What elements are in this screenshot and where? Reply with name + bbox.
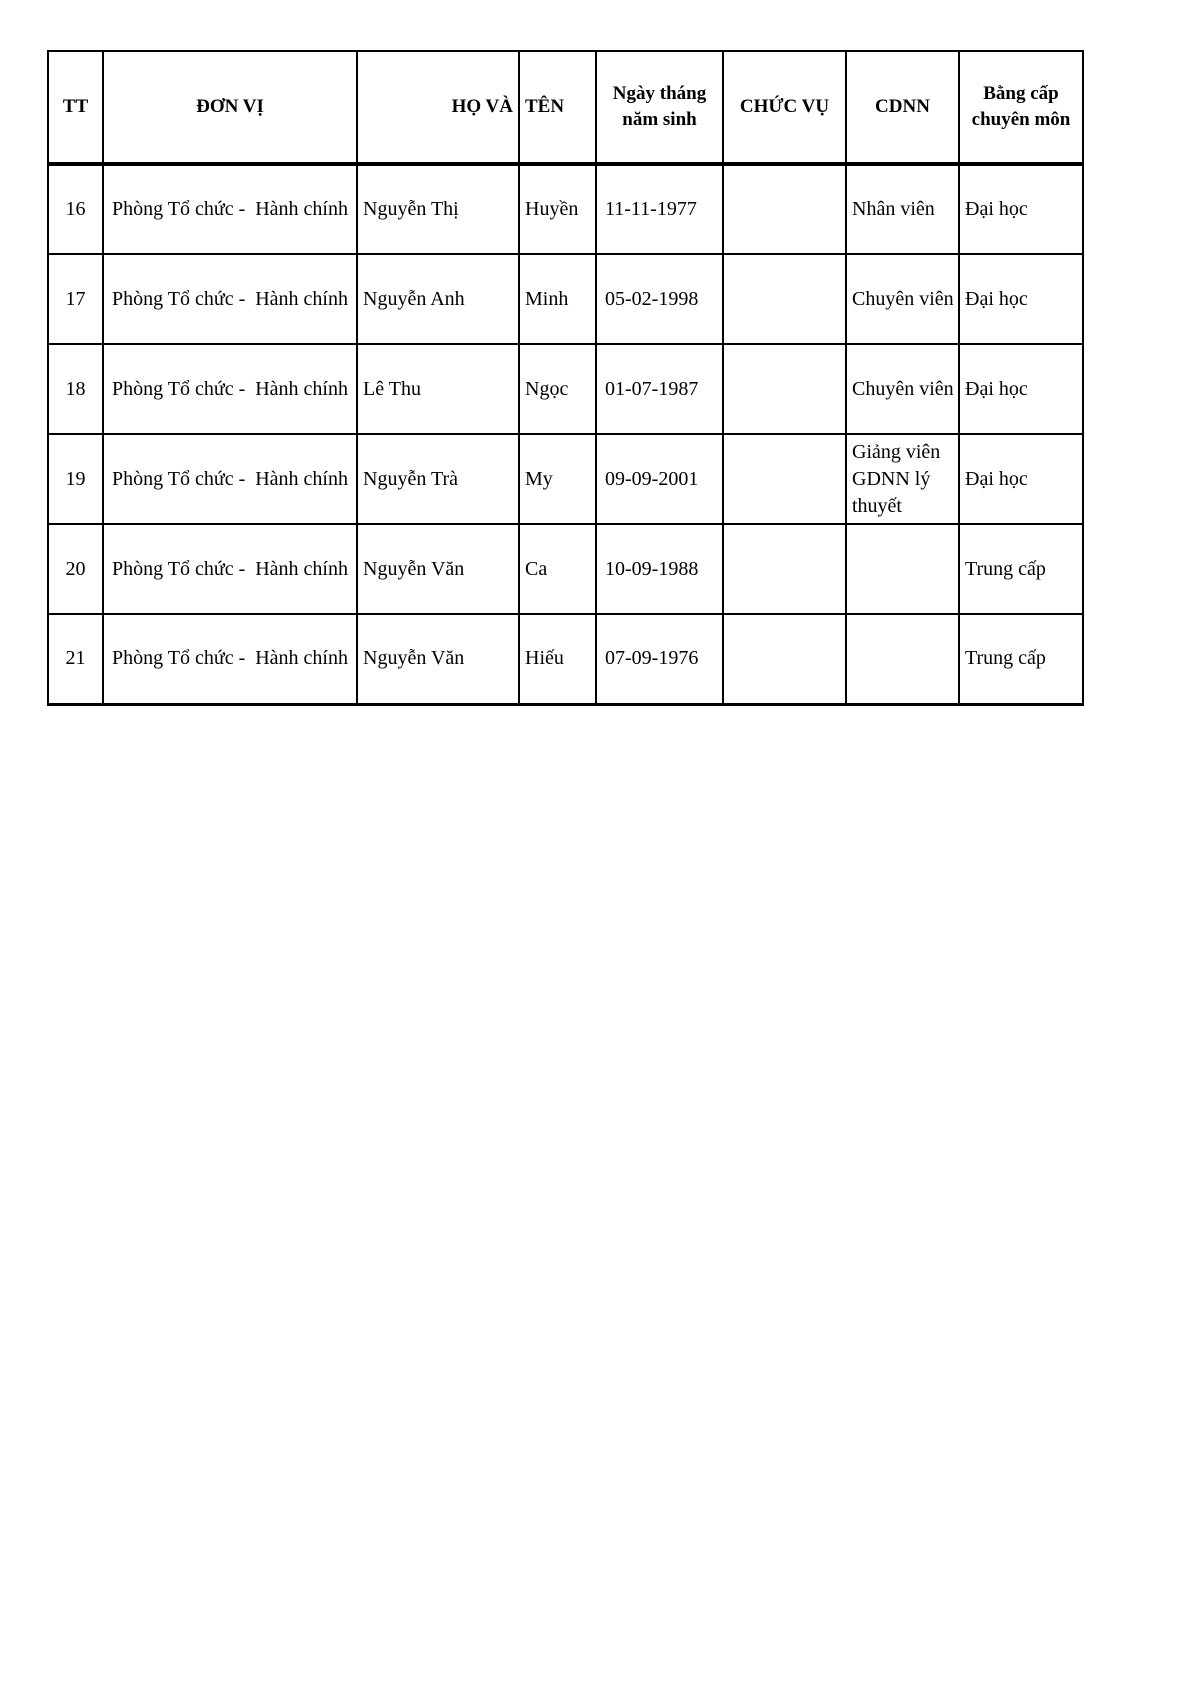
cell-chuc-vu — [723, 434, 846, 524]
cell-ten: My — [519, 434, 596, 524]
cell-ten: Ca — [519, 524, 596, 614]
cell-ho-va: Nguyễn Anh — [357, 254, 519, 344]
cell-chuc-vu — [723, 614, 846, 704]
cell-ngay-sinh: 01-07-1987 — [596, 344, 723, 434]
cell-cdnn: Chuyên viên — [846, 254, 959, 344]
cell-chuc-vu — [723, 164, 846, 254]
cell-don-vi: Phòng Tổ chức - Hành chính — [103, 254, 357, 344]
header-ho-va: HỌ VÀ — [357, 51, 519, 164]
cell-don-vi: Phòng Tổ chức - Hành chính — [103, 344, 357, 434]
personnel-table — [47, 50, 1084, 706]
cell-tt: 19 — [48, 434, 103, 524]
table-row — [48, 254, 1083, 344]
header-row — [48, 51, 1083, 164]
table-row — [48, 344, 1083, 434]
cell-bang-cap: Trung cấp — [959, 614, 1083, 704]
cell-bang-cap: Đại học — [959, 254, 1083, 344]
cell-ten: Minh — [519, 254, 596, 344]
cell-ten: Hiếu — [519, 614, 596, 704]
cell-ho-va: Lê Thu — [357, 344, 519, 434]
table-row — [48, 164, 1083, 254]
header-cdnn: CDNN — [846, 51, 959, 164]
cell-ngay-sinh: 07-09-1976 — [596, 614, 723, 704]
cell-ngay-sinh: 10-09-1988 — [596, 524, 723, 614]
cell-don-vi: Phòng Tổ chức - Hành chính — [103, 614, 357, 704]
cell-cdnn: Chuyên viên — [846, 344, 959, 434]
cell-chuc-vu — [723, 254, 846, 344]
cell-ho-va: Nguyễn Thị — [357, 164, 519, 254]
cell-ho-va: Nguyễn Trà — [357, 434, 519, 524]
cell-ho-va: Nguyễn Văn — [357, 524, 519, 614]
cell-ngay-sinh: 11-11-1977 — [596, 164, 723, 254]
cell-cdnn — [846, 524, 959, 614]
cell-bang-cap: Đại học — [959, 344, 1083, 434]
cell-tt: 16 — [48, 164, 103, 254]
cell-cdnn: Nhân viên — [846, 164, 959, 254]
cell-cdnn — [846, 614, 959, 704]
cell-tt: 21 — [48, 614, 103, 704]
header-tt: TT — [48, 51, 103, 164]
header-don-vi: ĐƠN VỊ — [103, 51, 357, 164]
cell-ho-va: Nguyễn Văn — [357, 614, 519, 704]
cell-ten: Ngọc — [519, 344, 596, 434]
header-ten: TÊN — [519, 51, 596, 164]
cell-ngay-sinh: 09-09-2001 — [596, 434, 723, 524]
cell-bang-cap: Đại học — [959, 434, 1083, 524]
header-chuc-vu: CHỨC VỤ — [723, 51, 846, 164]
cell-cdnn: Giảng viên GDNN lý thuyết — [846, 434, 959, 524]
cell-tt: 17 — [48, 254, 103, 344]
table-row — [48, 434, 1083, 524]
header-ngay-sinh: Ngày tháng năm sinh — [596, 51, 723, 164]
cell-ten: Huyền — [519, 164, 596, 254]
table-row — [48, 524, 1083, 614]
cell-chuc-vu — [723, 344, 846, 434]
cell-bang-cap: Đại học — [959, 164, 1083, 254]
cell-don-vi: Phòng Tổ chức - Hành chính — [103, 434, 357, 524]
header-bang-cap: Bằng cấp chuyên môn — [959, 51, 1083, 164]
table-row — [48, 614, 1083, 704]
cell-tt: 18 — [48, 344, 103, 434]
cell-ngay-sinh: 05-02-1998 — [596, 254, 723, 344]
cell-don-vi: Phòng Tổ chức - Hành chính — [103, 524, 357, 614]
cell-bang-cap: Trung cấp — [959, 524, 1083, 614]
cell-don-vi: Phòng Tổ chức - Hành chính — [103, 164, 357, 254]
cell-tt: 20 — [48, 524, 103, 614]
cell-chuc-vu — [723, 524, 846, 614]
